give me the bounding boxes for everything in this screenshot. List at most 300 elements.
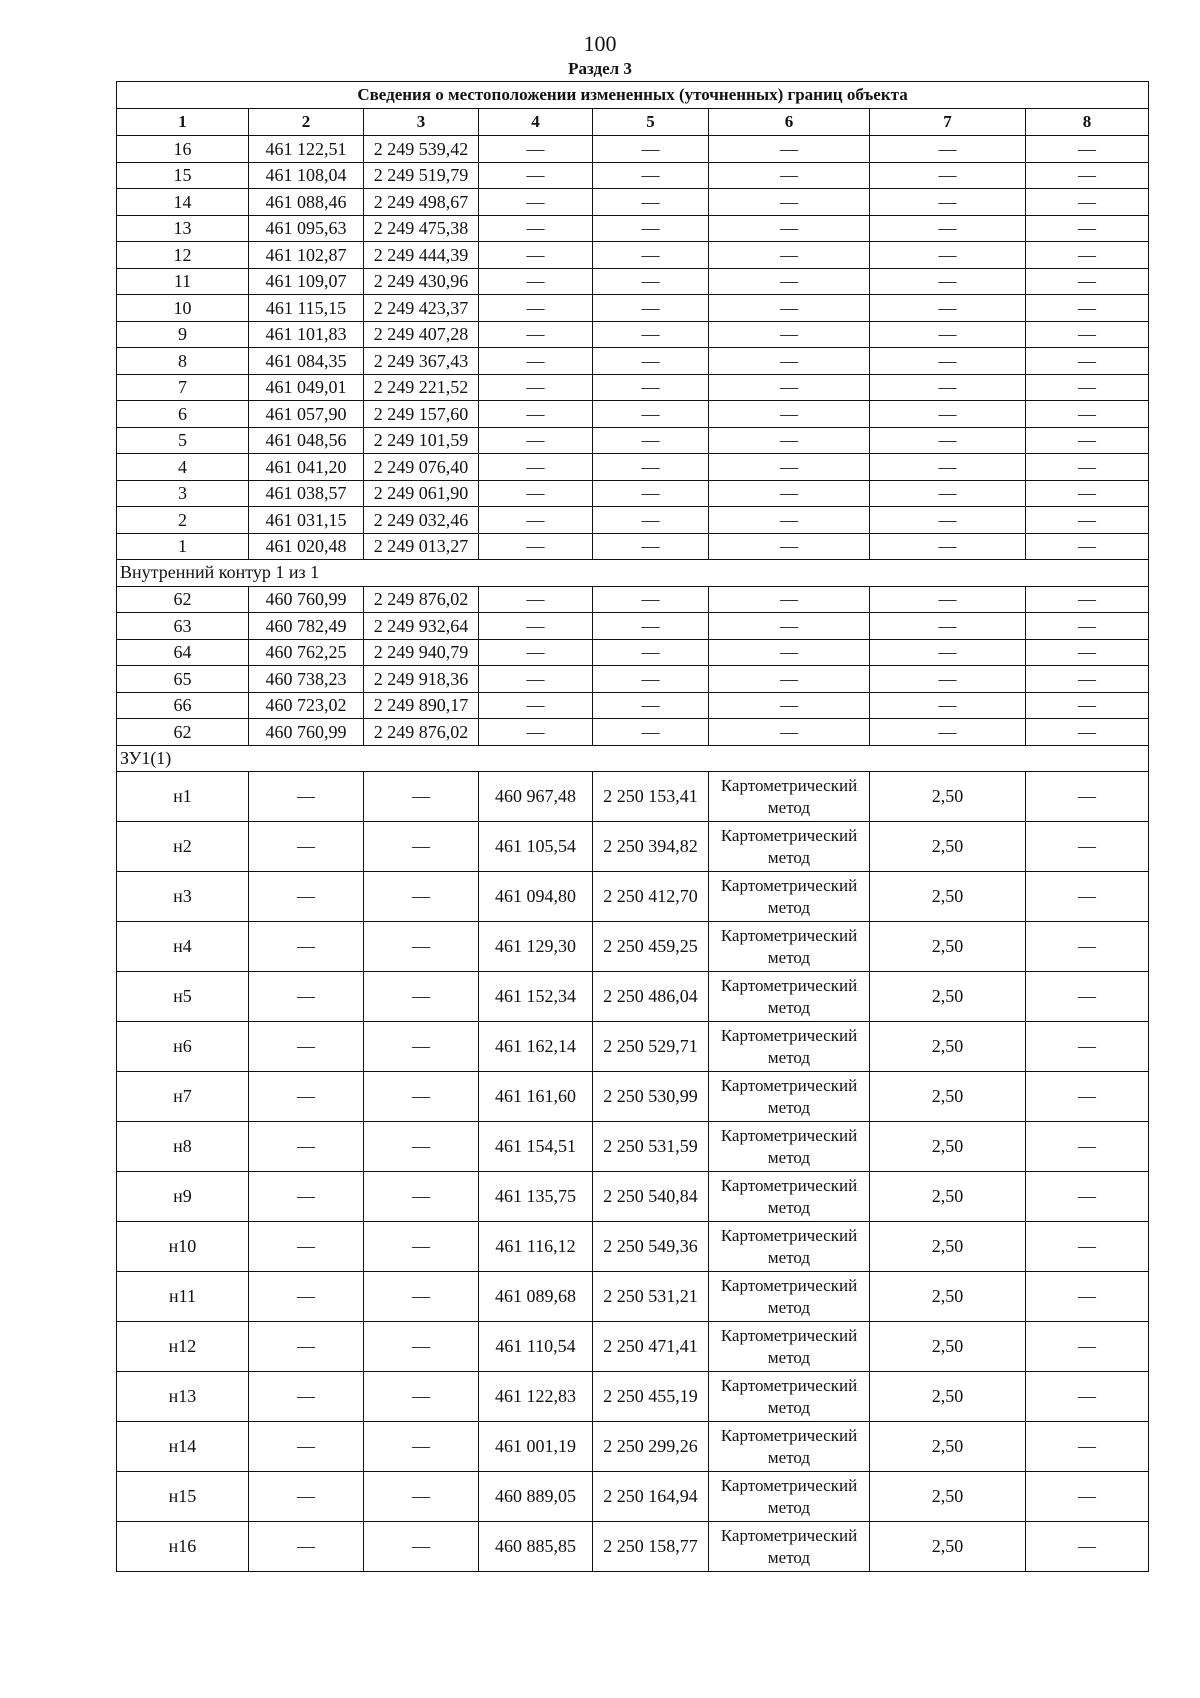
table-cell: — <box>870 427 1026 454</box>
table-cell: 2 250 164,94 <box>593 1472 709 1522</box>
table-cell: — <box>870 719 1026 746</box>
table-cell: — <box>1026 1322 1149 1372</box>
table-cell: — <box>249 1222 364 1272</box>
table-cell: — <box>364 1522 479 1572</box>
table-cell: — <box>709 533 870 560</box>
table-cell: 8 <box>117 348 249 375</box>
table-cell: 461 089,68 <box>479 1272 593 1322</box>
table-cell: — <box>870 268 1026 295</box>
table-cell: 2 250 530,99 <box>593 1072 709 1122</box>
table-cell: 461 110,54 <box>479 1322 593 1372</box>
table-cell: 2,50 <box>870 1322 1026 1372</box>
table-cell: н16 <box>117 1522 249 1572</box>
table-row <box>117 348 1149 375</box>
table-cell: 2,50 <box>870 1372 1026 1422</box>
table-cell: н9 <box>117 1172 249 1222</box>
column-header: 2 <box>249 109 364 136</box>
table-cell: 2 250 455,19 <box>593 1372 709 1422</box>
table-cell: — <box>1026 348 1149 375</box>
table-row <box>117 480 1149 507</box>
table-cell: — <box>1026 972 1149 1022</box>
table-cell: Картометрический метод <box>709 1472 870 1522</box>
table-cell: — <box>479 295 593 322</box>
table-cell: — <box>479 639 593 666</box>
table-cell: 461 031,15 <box>249 507 364 534</box>
table-cell: 461 095,63 <box>249 215 364 242</box>
table-cell: 461 048,56 <box>249 427 364 454</box>
table-row <box>117 401 1149 428</box>
table-cell: 2 249 076,40 <box>364 454 479 481</box>
table-cell: — <box>479 692 593 719</box>
table-cell: — <box>1026 480 1149 507</box>
table-cell: — <box>709 480 870 507</box>
table-cell: — <box>479 374 593 401</box>
table-row <box>117 1072 1149 1122</box>
table-cell: — <box>1026 1222 1149 1272</box>
table-cell: 2,50 <box>870 1022 1026 1072</box>
table-cell: 2 250 486,04 <box>593 972 709 1022</box>
table-cell: Картометрический метод <box>709 1172 870 1222</box>
table-cell: Картометрический метод <box>709 872 870 922</box>
table-cell: — <box>870 666 1026 693</box>
table-cell: — <box>1026 1172 1149 1222</box>
table-cell: — <box>593 189 709 216</box>
table-cell: Картометрический метод <box>709 1422 870 1472</box>
table-cell: 2 249 876,02 <box>364 719 479 746</box>
table-cell: 461 049,01 <box>249 374 364 401</box>
table-cell: — <box>709 136 870 163</box>
table-cell: Картометрический метод <box>709 972 870 1022</box>
table-cell: н3 <box>117 872 249 922</box>
column-header: 3 <box>364 109 479 136</box>
table-cell: 461 129,30 <box>479 922 593 972</box>
table-cell: — <box>479 613 593 640</box>
table-cell: 2 249 498,67 <box>364 189 479 216</box>
table-cell: н1 <box>117 772 249 822</box>
table-cell: 2 250 158,77 <box>593 1522 709 1572</box>
table-cell: 2,50 <box>870 1222 1026 1272</box>
table-cell: 2 249 539,42 <box>364 136 479 163</box>
table-cell: 461 094,80 <box>479 872 593 922</box>
table-cell: — <box>479 348 593 375</box>
table-cell: — <box>1026 162 1149 189</box>
table-row <box>117 1272 1149 1322</box>
table-row <box>117 972 1149 1022</box>
table-cell: — <box>1026 922 1149 972</box>
table-cell: — <box>1026 666 1149 693</box>
table-cell: — <box>709 189 870 216</box>
table-cell: 2 249 101,59 <box>364 427 479 454</box>
table-cell: — <box>1026 1372 1149 1422</box>
table-cell: 2 249 157,60 <box>364 401 479 428</box>
table-cell: — <box>593 295 709 322</box>
table-cell: — <box>1026 136 1149 163</box>
table-cell: Картометрический метод <box>709 1372 870 1422</box>
table-cell: 63 <box>117 613 249 640</box>
zu-heading-label: ЗУ1(1) <box>117 745 1149 772</box>
table-cell: 12 <box>117 242 249 269</box>
table-cell: — <box>364 872 479 922</box>
table-cell: — <box>1026 822 1149 872</box>
table-cell: 2 249 061,90 <box>364 480 479 507</box>
table-caption: Сведения о местоположении измененных (уточненных) границ объекта <box>117 82 1149 109</box>
table-row <box>117 1022 1149 1072</box>
table-row <box>117 1522 1149 1572</box>
table-cell: — <box>364 1322 479 1372</box>
table-cell: — <box>479 586 593 613</box>
table-cell: — <box>1026 533 1149 560</box>
table-cell: 4 <box>117 454 249 481</box>
table-cell: — <box>1026 1522 1149 1572</box>
table-cell: 461 109,07 <box>249 268 364 295</box>
table-cell: н5 <box>117 972 249 1022</box>
table-cell: 2 249 367,43 <box>364 348 479 375</box>
table-cell: 7 <box>117 374 249 401</box>
table-cell: 460 782,49 <box>249 613 364 640</box>
table-cell: 64 <box>117 639 249 666</box>
table-row <box>117 666 1149 693</box>
table-cell: — <box>593 613 709 640</box>
table-cell: 2 249 940,79 <box>364 639 479 666</box>
table-row <box>117 822 1149 872</box>
table-cell: — <box>709 348 870 375</box>
table-cell: — <box>479 666 593 693</box>
table-cell: — <box>593 719 709 746</box>
table-cell: 11 <box>117 268 249 295</box>
table-cell: — <box>593 321 709 348</box>
table-cell: — <box>709 454 870 481</box>
table-cell: 2,50 <box>870 1272 1026 1322</box>
table-cell: 461 057,90 <box>249 401 364 428</box>
table-cell: — <box>709 401 870 428</box>
column-header: 6 <box>709 109 870 136</box>
table-cell: — <box>870 321 1026 348</box>
table-row <box>117 1172 1149 1222</box>
table-cell: — <box>709 295 870 322</box>
table-cell: — <box>1026 507 1149 534</box>
table-cell: 460 760,99 <box>249 586 364 613</box>
table-cell: — <box>870 507 1026 534</box>
table-cell: 2 249 407,28 <box>364 321 479 348</box>
table-cell: — <box>870 189 1026 216</box>
table-row <box>117 872 1149 922</box>
table-cell: — <box>479 427 593 454</box>
table-cell: — <box>593 242 709 269</box>
table-cell: 2,50 <box>870 872 1026 922</box>
table-cell: 10 <box>117 295 249 322</box>
table-cell: — <box>593 268 709 295</box>
table-cell: 461 161,60 <box>479 1072 593 1122</box>
table-cell: — <box>1026 772 1149 822</box>
table-row <box>117 533 1149 560</box>
table-cell: 461 020,48 <box>249 533 364 560</box>
table-cell: — <box>1026 189 1149 216</box>
table-cell: — <box>249 1272 364 1322</box>
column-header: 4 <box>479 109 593 136</box>
table-cell: — <box>1026 719 1149 746</box>
table-cell: 2 250 529,71 <box>593 1022 709 1072</box>
zu-heading <box>117 745 1149 772</box>
table-cell: — <box>479 268 593 295</box>
table-cell: — <box>593 507 709 534</box>
table-cell: — <box>364 972 479 1022</box>
table-cell: 460 967,48 <box>479 772 593 822</box>
table-cell: 2 250 471,41 <box>593 1322 709 1372</box>
table-cell: — <box>364 922 479 972</box>
table-cell: — <box>593 348 709 375</box>
table-cell: 5 <box>117 427 249 454</box>
table-cell: — <box>1026 1422 1149 1472</box>
table-cell: — <box>364 822 479 872</box>
table-cell: 460 723,02 <box>249 692 364 719</box>
table-cell: — <box>249 1372 364 1422</box>
table-cell: — <box>249 1522 364 1572</box>
column-header-row <box>117 109 1149 136</box>
table-cell: Картометрический метод <box>709 1072 870 1122</box>
table-cell: — <box>1026 692 1149 719</box>
table-cell: — <box>593 480 709 507</box>
table-cell: 461 102,87 <box>249 242 364 269</box>
table-cell: — <box>593 666 709 693</box>
table-cell: 2,50 <box>870 1422 1026 1472</box>
table-cell: н10 <box>117 1222 249 1272</box>
table-cell: — <box>364 1072 479 1122</box>
table-cell: 14 <box>117 189 249 216</box>
table-cell: 2,50 <box>870 1072 1026 1122</box>
table-cell: — <box>479 507 593 534</box>
table-cell: Картометрический метод <box>709 922 870 972</box>
table-cell: Картометрический метод <box>709 1222 870 1272</box>
table-cell: — <box>364 1472 479 1522</box>
table-row <box>117 772 1149 822</box>
table-cell: — <box>479 189 593 216</box>
table-cell: н14 <box>117 1422 249 1472</box>
table-cell: 461 154,51 <box>479 1122 593 1172</box>
table-cell: 2,50 <box>870 1172 1026 1222</box>
table-cell: — <box>870 613 1026 640</box>
table-cell: — <box>593 215 709 242</box>
table-cell: 2 250 531,21 <box>593 1272 709 1322</box>
table-cell: — <box>709 215 870 242</box>
table-cell: — <box>1026 242 1149 269</box>
table-cell: — <box>593 586 709 613</box>
table-cell: — <box>1026 454 1149 481</box>
table-cell: Картометрический метод <box>709 1122 870 1172</box>
table-cell: 15 <box>117 162 249 189</box>
table-row <box>117 1222 1149 1272</box>
table-cell: — <box>593 136 709 163</box>
table-row <box>117 613 1149 640</box>
table-row <box>117 922 1149 972</box>
table-cell: — <box>593 162 709 189</box>
table-cell: — <box>249 1122 364 1172</box>
table-cell: — <box>249 1422 364 1472</box>
column-header: 5 <box>593 109 709 136</box>
table-cell: — <box>593 374 709 401</box>
table-cell: 62 <box>117 586 249 613</box>
table-cell: — <box>249 1172 364 1222</box>
table-cell: — <box>709 268 870 295</box>
table-cell: — <box>870 374 1026 401</box>
table-cell: — <box>870 480 1026 507</box>
table-cell: 461 041,20 <box>249 454 364 481</box>
table-cell: 2 249 475,38 <box>364 215 479 242</box>
table-cell: 3 <box>117 480 249 507</box>
table-row <box>117 427 1149 454</box>
table-cell: н13 <box>117 1372 249 1422</box>
table-cell: 2 249 918,36 <box>364 666 479 693</box>
column-header: 8 <box>1026 109 1149 136</box>
table-cell: 2 250 540,84 <box>593 1172 709 1222</box>
table-row <box>117 586 1149 613</box>
table-cell: — <box>1026 268 1149 295</box>
table-cell: — <box>1026 613 1149 640</box>
table-cell: — <box>364 1422 479 1472</box>
table-row <box>117 639 1149 666</box>
table-cell: 2,50 <box>870 1522 1026 1572</box>
table-cell: — <box>1026 1272 1149 1322</box>
table-cell: 2 250 549,36 <box>593 1222 709 1272</box>
table-cell: 2,50 <box>870 772 1026 822</box>
table-cell: 2 249 430,96 <box>364 268 479 295</box>
table-row <box>117 136 1149 163</box>
table-cell: Картометрический метод <box>709 1522 870 1572</box>
table-cell: н4 <box>117 922 249 972</box>
table-cell: 2 250 153,41 <box>593 772 709 822</box>
table-body <box>117 136 1149 1572</box>
column-header: 1 <box>117 109 249 136</box>
table-cell: 2 249 423,37 <box>364 295 479 322</box>
table-cell: 2,50 <box>870 972 1026 1022</box>
table-cell: 62 <box>117 719 249 746</box>
table-cell: 1 <box>117 533 249 560</box>
table-cell: 2,50 <box>870 1472 1026 1522</box>
table-cell: н8 <box>117 1122 249 1172</box>
table-cell: 461 122,83 <box>479 1372 593 1422</box>
table-cell: — <box>1026 295 1149 322</box>
table-cell: 16 <box>117 136 249 163</box>
table-cell: 2 250 531,59 <box>593 1122 709 1172</box>
table-cell: — <box>1026 586 1149 613</box>
table-cell: 461 162,14 <box>479 1022 593 1072</box>
table-cell: — <box>709 613 870 640</box>
table-cell: — <box>479 533 593 560</box>
table-cell: — <box>364 1122 479 1172</box>
table-cell: Картометрический метод <box>709 822 870 872</box>
table-cell: — <box>870 454 1026 481</box>
table-cell: — <box>479 321 593 348</box>
table-cell: н15 <box>117 1472 249 1522</box>
table-cell: 2 249 876,02 <box>364 586 479 613</box>
section-title: Раздел 3 <box>568 59 632 78</box>
table-cell: н11 <box>117 1272 249 1322</box>
table-cell: — <box>870 215 1026 242</box>
table-row <box>117 189 1149 216</box>
table-cell: Картометрический метод <box>709 772 870 822</box>
table-cell: — <box>1026 374 1149 401</box>
table-cell: 460 738,23 <box>249 666 364 693</box>
table-cell: — <box>870 295 1026 322</box>
table-cell: — <box>870 348 1026 375</box>
table-cell: — <box>249 1472 364 1522</box>
table-row <box>117 719 1149 746</box>
table-cell: 461 122,51 <box>249 136 364 163</box>
table-row <box>117 1472 1149 1522</box>
table-cell: 460 885,85 <box>479 1522 593 1572</box>
table-cell: — <box>593 639 709 666</box>
table-cell: 2 249 932,64 <box>364 613 479 640</box>
table-cell: — <box>709 321 870 348</box>
table-cell: 2 250 299,26 <box>593 1422 709 1472</box>
table-cell: — <box>249 1072 364 1122</box>
table-cell: — <box>870 401 1026 428</box>
table-cell: — <box>1026 639 1149 666</box>
table-row <box>117 1422 1149 1472</box>
table-cell: — <box>479 162 593 189</box>
table-cell: 461 108,04 <box>249 162 364 189</box>
table-cell: 2,50 <box>870 922 1026 972</box>
table-cell: — <box>249 1022 364 1072</box>
table-cell: — <box>1026 427 1149 454</box>
table-cell: — <box>249 772 364 822</box>
table-cell: 6 <box>117 401 249 428</box>
table-cell: — <box>479 480 593 507</box>
table-cell: — <box>709 586 870 613</box>
table-row <box>117 242 1149 269</box>
table-cell: — <box>364 1022 479 1072</box>
table-row <box>117 454 1149 481</box>
table-cell: 461 115,15 <box>249 295 364 322</box>
table-row <box>117 268 1149 295</box>
table-row <box>117 321 1149 348</box>
table-cell: — <box>593 401 709 428</box>
table-cell: — <box>364 1222 479 1272</box>
table-cell: — <box>593 533 709 560</box>
table-cell: 460 760,99 <box>249 719 364 746</box>
table-cell: — <box>870 586 1026 613</box>
table-cell: — <box>249 972 364 1022</box>
table-cell: — <box>870 639 1026 666</box>
table-cell: — <box>1026 1022 1149 1072</box>
table-cell: — <box>479 215 593 242</box>
table-row <box>117 162 1149 189</box>
table-cell: — <box>1026 401 1149 428</box>
table-cell: — <box>870 533 1026 560</box>
table-cell: — <box>709 242 870 269</box>
table-cell: 460 889,05 <box>479 1472 593 1522</box>
table-cell: — <box>709 666 870 693</box>
table-cell: — <box>709 162 870 189</box>
table-cell: 461 084,35 <box>249 348 364 375</box>
table-cell: — <box>249 1322 364 1372</box>
table-cell: 2 250 412,70 <box>593 872 709 922</box>
table-cell: 2,50 <box>870 1122 1026 1172</box>
table-cell: 66 <box>117 692 249 719</box>
table-cell: Картометрический метод <box>709 1272 870 1322</box>
table-cell: н2 <box>117 822 249 872</box>
table-cell: — <box>249 822 364 872</box>
table-cell: — <box>364 1172 479 1222</box>
table-cell: 461 001,19 <box>479 1422 593 1472</box>
table-cell: — <box>364 1372 479 1422</box>
inner-contour-heading-label: Внутренний контур 1 из 1 <box>117 560 1149 587</box>
table-cell: 2 249 519,79 <box>364 162 479 189</box>
table-cell: Картометрический метод <box>709 1322 870 1372</box>
table-cell: 461 152,34 <box>479 972 593 1022</box>
table-cell: Картометрический метод <box>709 1022 870 1072</box>
table-cell: — <box>709 692 870 719</box>
table-cell: — <box>1026 215 1149 242</box>
